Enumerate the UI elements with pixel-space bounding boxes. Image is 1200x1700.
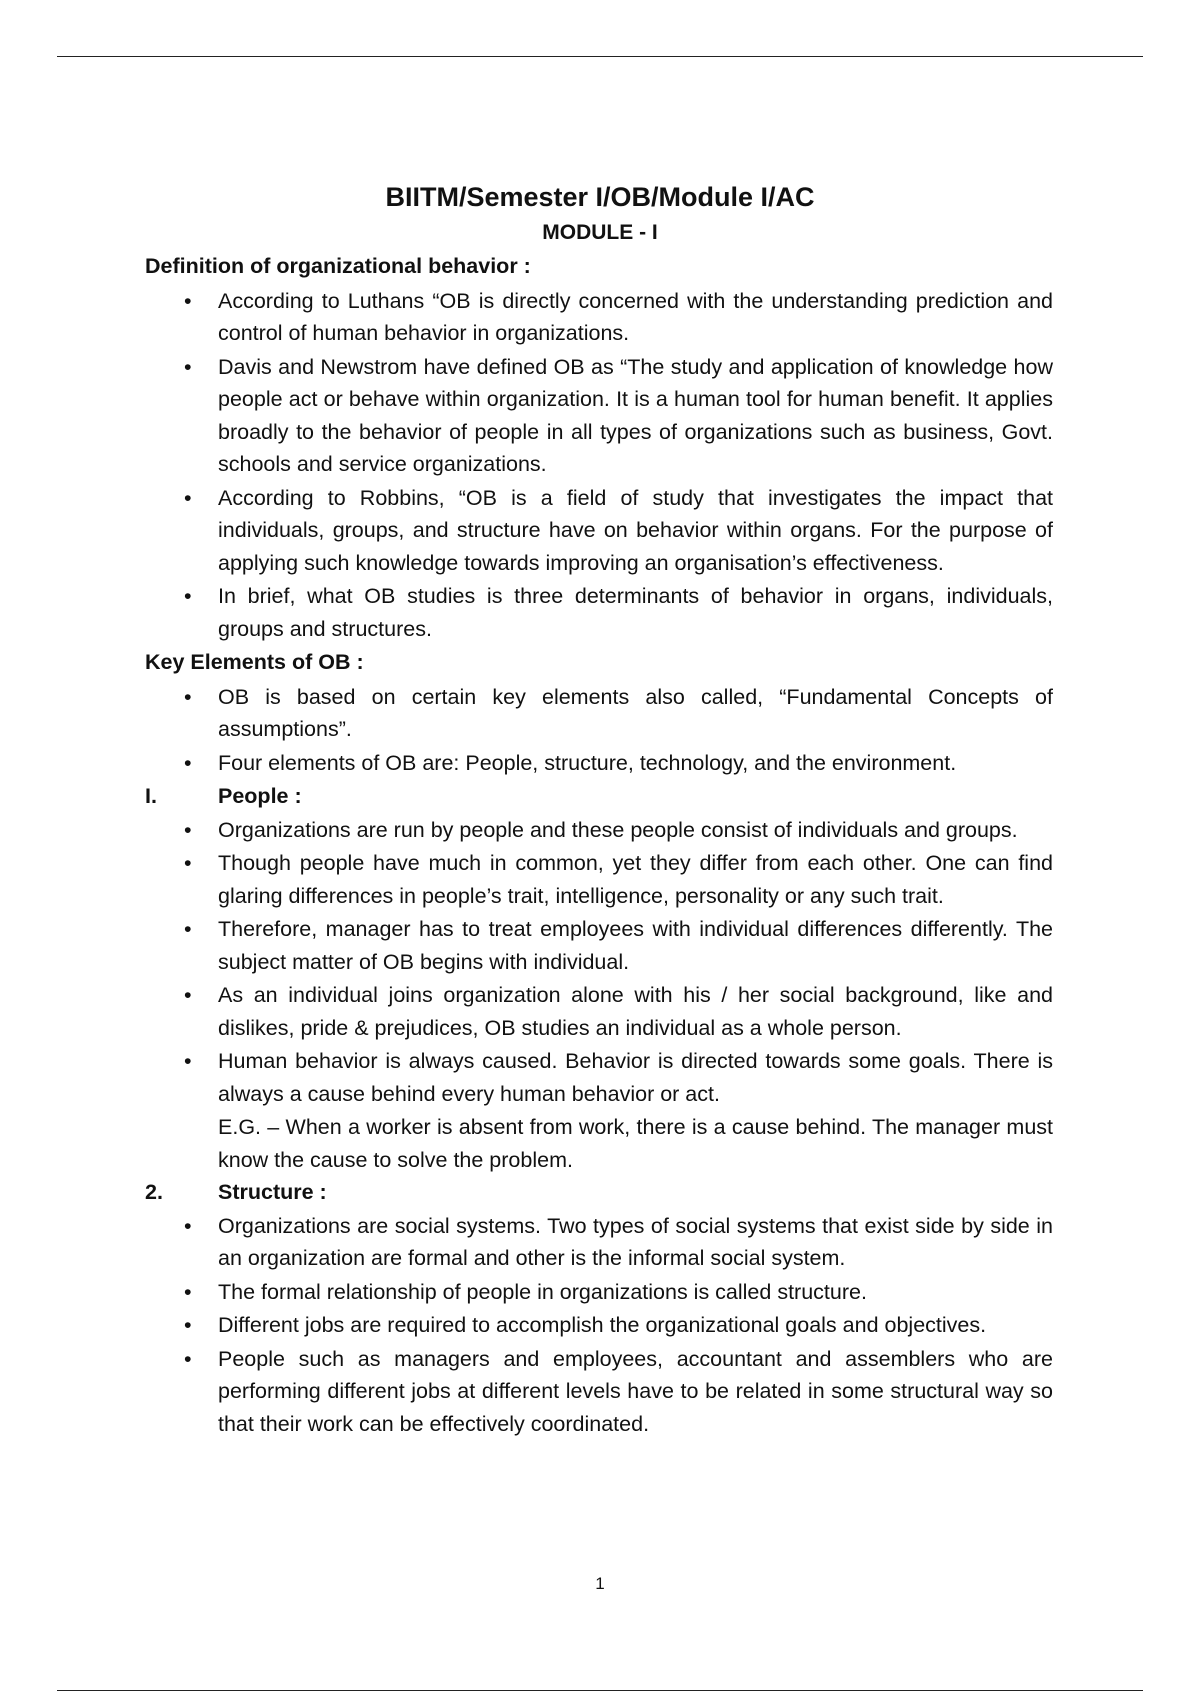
top-rule: [57, 56, 1143, 57]
key-elements-heading: Key Elements of OB :: [145, 650, 364, 674]
page-number: 1: [595, 1574, 605, 1593]
list-item: • According to Robbins, “OB is a field of study that investigates the impact that individuals, groups, and structure have on behavior within organs. For the purpose of applying such knowledge towards improving an organisation’s effectiveness.: [145, 482, 1053, 580]
list-item: • People such as managers and employees, accountant and assemblers who are performing different jobs at different levels have to be related in some structural way so that their work can be effectively coordinated.: [145, 1343, 1053, 1441]
structure-list: [145, 1210, 1053, 1441]
list-item: • Four elements of OB are: People, structure, technology, and the environment.: [145, 747, 1053, 780]
list-item: • Different jobs are required to accomplish the organizational goals and objectives.: [145, 1309, 1053, 1342]
list-item: • According to Luthans “OB is directly concerned with the understanding prediction and control of human behavior in organizations.: [145, 285, 1053, 350]
list-item: • Davis and Newstrom have defined OB as “The study and application of knowledge how people act or behave within organization. It is a human tool for human benefit. It applies broadly to the behavior of people in all types of organizations such as business, Govt. schools and service organizations.: [145, 351, 1053, 481]
section-title: People :: [218, 784, 302, 808]
module-label: MODULE - I: [542, 221, 658, 244]
section-number: 2.: [145, 1180, 163, 1204]
example-text: E.G. – When a worker is absent from work, there is a cause behind. The manager must know the cause to solve the problem.: [218, 1115, 1053, 1172]
structure-heading: [145, 1176, 1053, 1209]
list-item: • Human behavior is always caused. Behavior is directed towards some goals. There is always a cause behind every human behavior or act.: [145, 1045, 1053, 1110]
list-item: • Organizations are social systems. Two types of social systems that exist side by side in an organization are formal and other is the informal social system.: [145, 1210, 1053, 1275]
section-number: I.: [145, 784, 157, 808]
list-item: • OB is based on certain key elements also called, “Fundamental Concepts of assumptions”.: [145, 681, 1053, 746]
section-title: Structure :: [218, 1180, 327, 1204]
list-item: • The formal relationship of people in organizations is called structure.: [145, 1276, 1053, 1309]
bottom-rule: [57, 1690, 1143, 1691]
definition-list: [145, 285, 1053, 646]
list-item: • As an individual joins organization alone with his / her social background, like and dislikes, pride & prejudices, OB studies an individual as a whole person.: [145, 979, 1053, 1044]
key-elements-list: [145, 681, 1053, 780]
list-item: • Organizations are run by people and these people consist of individuals and groups.: [145, 814, 1053, 847]
people-list: [145, 814, 1053, 1111]
page-title: BIITM/Semester I/OB/Module I/AC: [385, 182, 815, 212]
definition-heading: Definition of organizational behavior :: [145, 254, 531, 278]
document-body: [145, 250, 1053, 1441]
people-heading: [145, 780, 1053, 813]
list-item: • Though people have much in common, yet they differ from each other. One can find glaring differences in people’s trait, intelligence, personality or any such trait.: [145, 847, 1053, 912]
list-item: • In brief, what OB studies is three determinants of behavior in organs, individuals, groups and structures.: [145, 580, 1053, 645]
list-item: • Therefore, manager has to treat employees with individual differences differently. The subject matter of OB begins with individual.: [145, 913, 1053, 978]
